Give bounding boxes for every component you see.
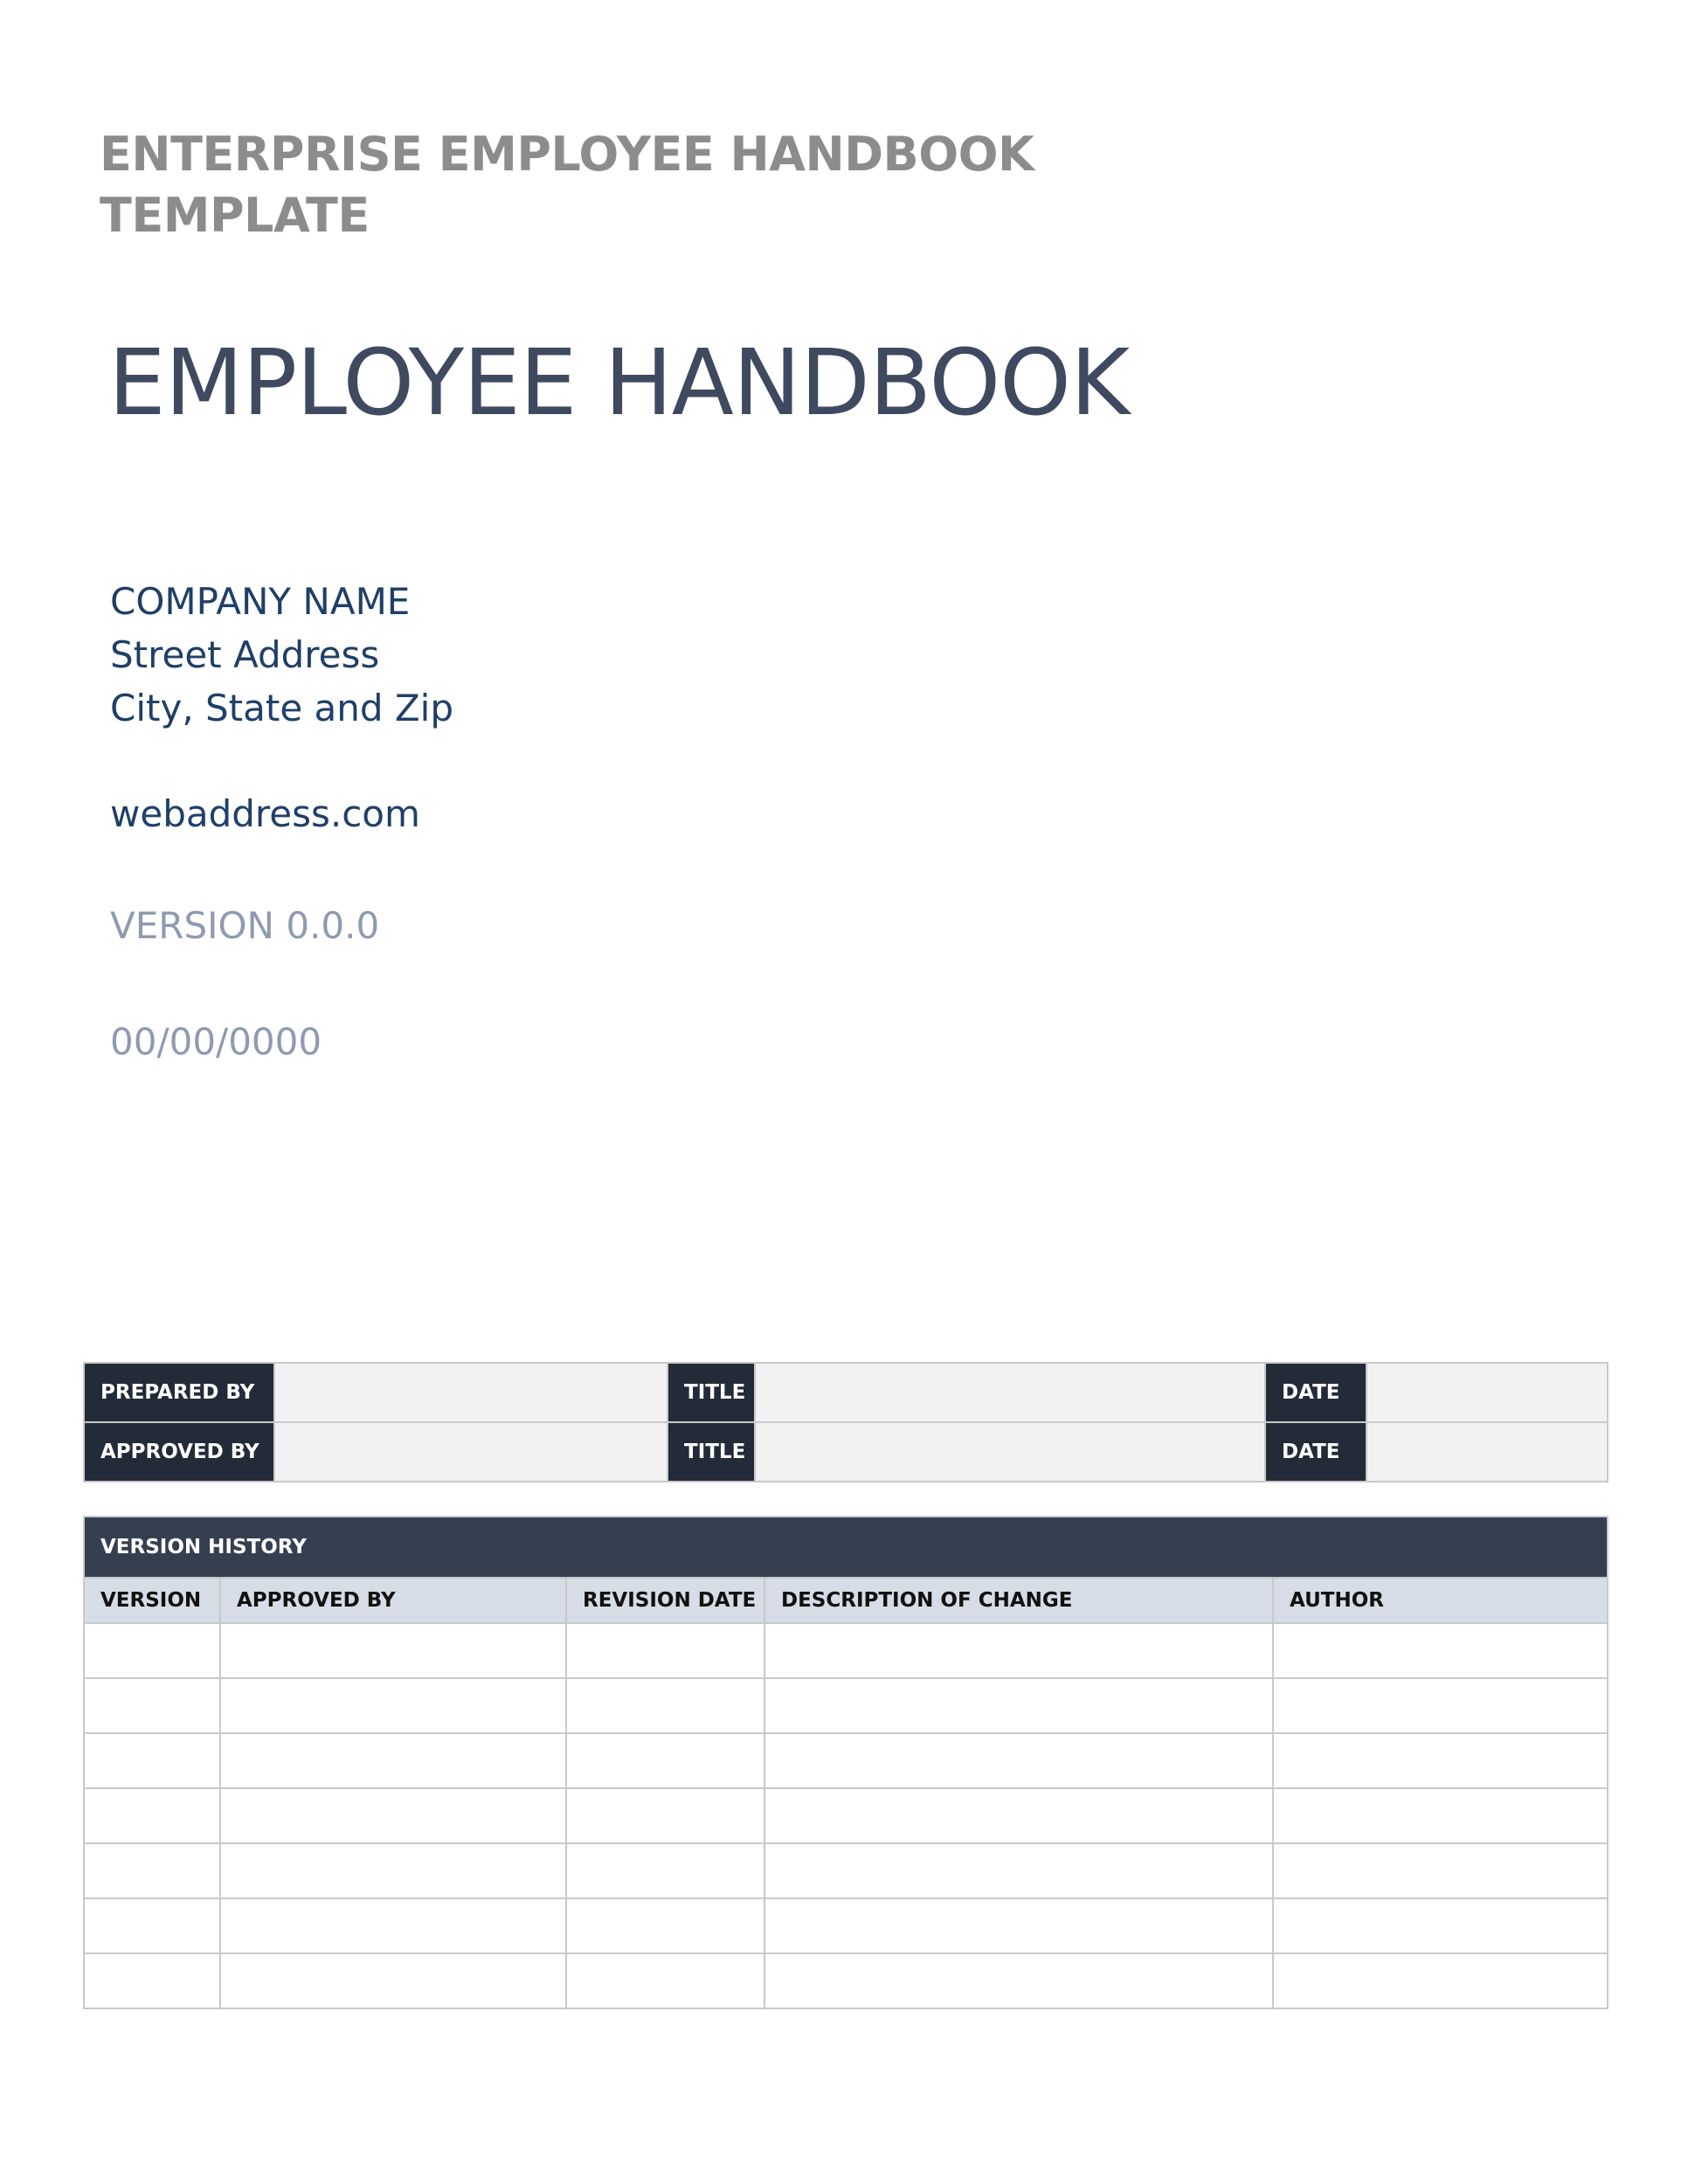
table-cell[interactable] xyxy=(84,1788,220,1843)
web-address: webaddress.com xyxy=(110,792,420,835)
column-header-revision-date: REVISION DATE xyxy=(566,1578,764,1623)
approval-table xyxy=(83,1362,1608,1482)
table-cell[interactable] xyxy=(566,1788,764,1843)
table-cell[interactable] xyxy=(566,1623,764,1678)
table-cell[interactable] xyxy=(566,1898,764,1953)
table-cell[interactable] xyxy=(764,1788,1273,1843)
approved-title-field[interactable] xyxy=(755,1422,1265,1482)
table-cell[interactable] xyxy=(764,1678,1273,1733)
table-cell[interactable] xyxy=(1273,1733,1608,1788)
company-name: COMPANY NAME xyxy=(110,580,411,623)
approved-by-label: APPROVED BY xyxy=(84,1422,274,1482)
company-block xyxy=(110,575,453,735)
table-cell[interactable] xyxy=(84,1898,220,1953)
version-history-title: VERSION HISTORY xyxy=(84,1517,1608,1578)
table-cell[interactable] xyxy=(1273,1953,1608,2008)
version-history-table xyxy=(83,1516,1608,2009)
approval-row-prepared xyxy=(84,1363,1608,1422)
table-row xyxy=(84,1623,1608,1678)
template-heading-line2: TEMPLATE xyxy=(100,188,370,243)
page-title: EMPLOYEE HANDBOOK xyxy=(108,329,1130,436)
prepared-date-field[interactable] xyxy=(1366,1363,1608,1422)
table-cell[interactable] xyxy=(764,1623,1273,1678)
approved-title-label: TITLE xyxy=(668,1422,755,1482)
table-cell[interactable] xyxy=(84,1623,220,1678)
version-history-header xyxy=(84,1517,1608,1578)
version-number: VERSION 0.0.0 xyxy=(110,904,380,947)
template-heading-line1: ENTERPRISE EMPLOYEE HANDBOOK xyxy=(100,127,1034,182)
table-cell[interactable] xyxy=(1273,1788,1608,1843)
table-cell[interactable] xyxy=(84,1843,220,1898)
table-cell[interactable] xyxy=(764,1953,1273,2008)
table-cell[interactable] xyxy=(566,1733,764,1788)
city-state-zip: City, State and Zip xyxy=(110,687,454,729)
table-row xyxy=(84,1843,1608,1898)
column-header-author: AUTHOR xyxy=(1273,1578,1608,1623)
table-cell[interactable] xyxy=(220,1843,566,1898)
table-cell[interactable] xyxy=(84,1678,220,1733)
table-cell[interactable] xyxy=(1273,1843,1608,1898)
prepared-title-field[interactable] xyxy=(755,1363,1265,1422)
document-date: 00/00/0000 xyxy=(110,1020,322,1063)
prepared-date-label: DATE xyxy=(1265,1363,1366,1422)
version-history-column-headers xyxy=(84,1578,1608,1623)
column-header-approved-by: APPROVED BY xyxy=(220,1578,566,1623)
table-cell[interactable] xyxy=(220,1623,566,1678)
table-row xyxy=(84,1678,1608,1733)
table-cell[interactable] xyxy=(566,1678,764,1733)
table-cell[interactable] xyxy=(566,1843,764,1898)
table-cell[interactable] xyxy=(220,1898,566,1953)
table-cell[interactable] xyxy=(220,1788,566,1843)
column-header-description: DESCRIPTION OF CHANGE xyxy=(764,1578,1273,1623)
table-cell[interactable] xyxy=(566,1953,764,2008)
table-cell[interactable] xyxy=(764,1843,1273,1898)
approval-row-approved xyxy=(84,1422,1608,1482)
table-cell[interactable] xyxy=(1273,1623,1608,1678)
template-heading xyxy=(100,124,1061,246)
table-cell[interactable] xyxy=(220,1953,566,2008)
column-header-version: VERSION xyxy=(84,1578,220,1623)
table-row xyxy=(84,1898,1608,1953)
approved-by-field[interactable] xyxy=(274,1422,668,1482)
table-cell[interactable] xyxy=(764,1898,1273,1953)
prepared-title-label: TITLE xyxy=(668,1363,755,1422)
table-cell[interactable] xyxy=(84,1733,220,1788)
street-address: Street Address xyxy=(110,633,380,676)
table-cell[interactable] xyxy=(84,1953,220,2008)
table-cell[interactable] xyxy=(764,1733,1273,1788)
table-cell[interactable] xyxy=(1273,1678,1608,1733)
approved-date-label: DATE xyxy=(1265,1422,1366,1482)
table-cell[interactable] xyxy=(220,1678,566,1733)
prepared-by-label: PREPARED BY xyxy=(84,1363,274,1422)
table-cell[interactable] xyxy=(1273,1898,1608,1953)
table-row xyxy=(84,1953,1608,2008)
approved-date-field[interactable] xyxy=(1366,1422,1608,1482)
table-cell[interactable] xyxy=(220,1733,566,1788)
table-row xyxy=(84,1733,1608,1788)
table-row xyxy=(84,1788,1608,1843)
prepared-by-field[interactable] xyxy=(274,1363,668,1422)
